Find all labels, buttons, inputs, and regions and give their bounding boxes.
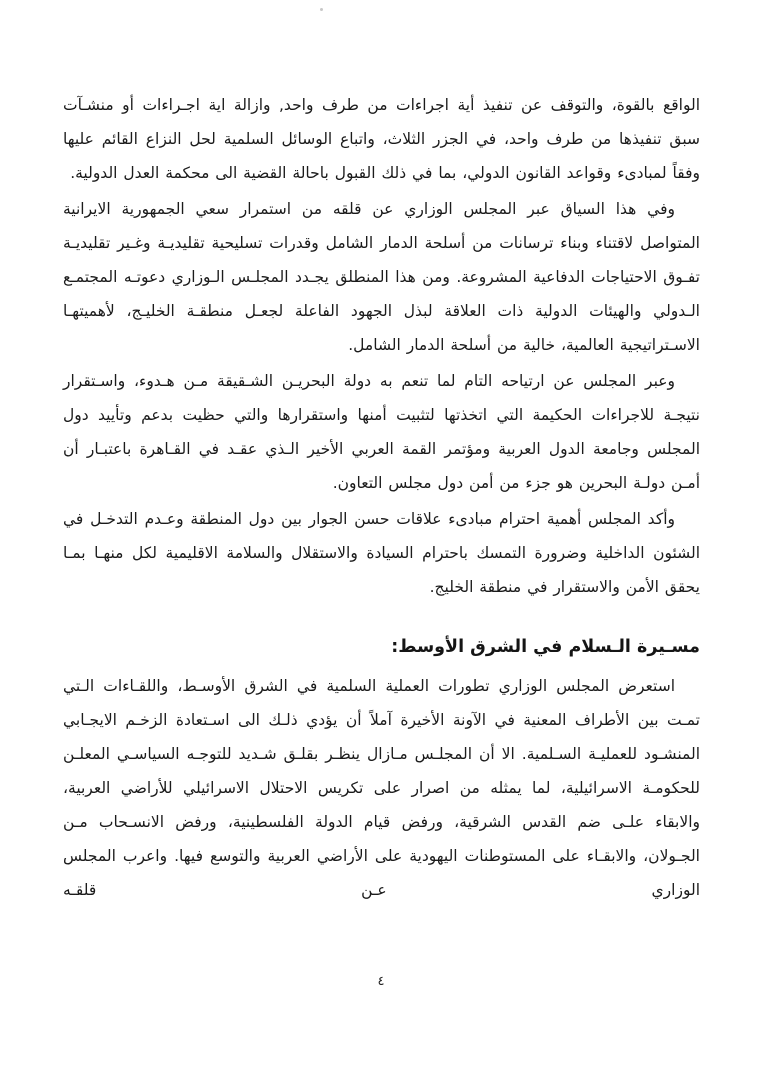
paragraph-peace-process: استعرض المجلس الوزاري تطورات العملية السلمية في الشرق الأوسـط، واللقـاءات الـتي تمـت بين الأطراف المعنية في الآونة الأخيرة آملاً أن يؤدي ذلـك الى اسـتعادة الزخـم الايجـابي المنشـود للعمليـة السـلمية. الا أن المجلـس مـازال ينظـر بقلـق شـديد للتوجـه السياسـي المعلـن للحكومـة الاسرائيلية، لما يمثله من اصرار على تكريس الاحتلال الاسرائيلي للأراضي العربية، والابقاء علـى ضم القدس الشرقية، ورفض قيام الدولة الفلسطينية، ورفض الانسـحاب مـن الجـولان، والابقـاء على المستوطنات اليهودية على الأراضي العربية والتوسع فيها. واعرب المجلس الوزاري عـن قلقـه	[63, 677, 700, 899]
paragraph-iran-concern: وفي هذا السياق عبر المجلس الوزاري عن قلقه من استمرار سعي الجمهورية الايرانية المتواصل لاقتناء وبناء ترسانات من أسلحة الدمار الشامل وقدرات تسليحية تقليديـة وغـير تقليديـة تفـوق الاحتياجات الدفاعية المشروعة. ومن هذا المنطلق يجـدد المجلـس الـوزاري دعوتـه المجتمـع الـدولي والهيئات الدولية ذات العلاقة لبذل الجهود الفاعلة لجعـل منطقـة الخليـج، لأهميتهـا الاسـتراتيجية العالمية، خالية من أسلحة الدمار الشامل.	[63, 200, 700, 354]
paragraph-continuation: الواقع بالقوة، والتوقف عن تنفيذ أية اجراءات من طرف واحد, وازالة اية اجـراءات أو منشـآت سبق تنفيذها من طرف واحد، في الجزر الثلاث، واتباع الوسائل السلمية لحل النزاع القائم عليها وفقاً لمبادىء وقواعد القانون الدولي، بما في ذلك القبول باحالة القضية الى محكمة العدل الدولية.	[63, 96, 700, 182]
text-block	[63, 88, 700, 909]
paragraph-bahrain: وعبر المجلس عن ارتياحه التام لما تنعم به دولة البحريـن الشـقيقة مـن هـدوء، واسـتقرار نتيجـة للاجراءات الحكيمة التي اتخذتها لتثبيت أمنها واستقرارها والتي حظيت بدعم وتأييد دول المجلس وجامعة الدول العربية ومؤتمر القمة العربي الأخير الـذي عقـد في القـاهرة باعتبـار أن أمـن دولـة البحرين هو جزء من أمن دول مجلس التعاون.	[63, 372, 700, 492]
page-number: ٤	[377, 974, 385, 989]
section-heading: مسـيرة الـسلام في الشرق الأوسط:	[391, 637, 700, 657]
paragraph-good-neighbour: وأكد المجلس أهمية احترام مبادىء علاقات حسن الجوار بين دول المنطقة وعـدم التدخـل في الشئون الداخلية وضرورة التمسك باحترام السيادة والاستقلال والسلامة الاقليمية لكل منهـا بمـا يحقق الأمن والاستقرار في منطقة الخليج.	[63, 510, 700, 596]
scan-artifact	[320, 8, 323, 11]
